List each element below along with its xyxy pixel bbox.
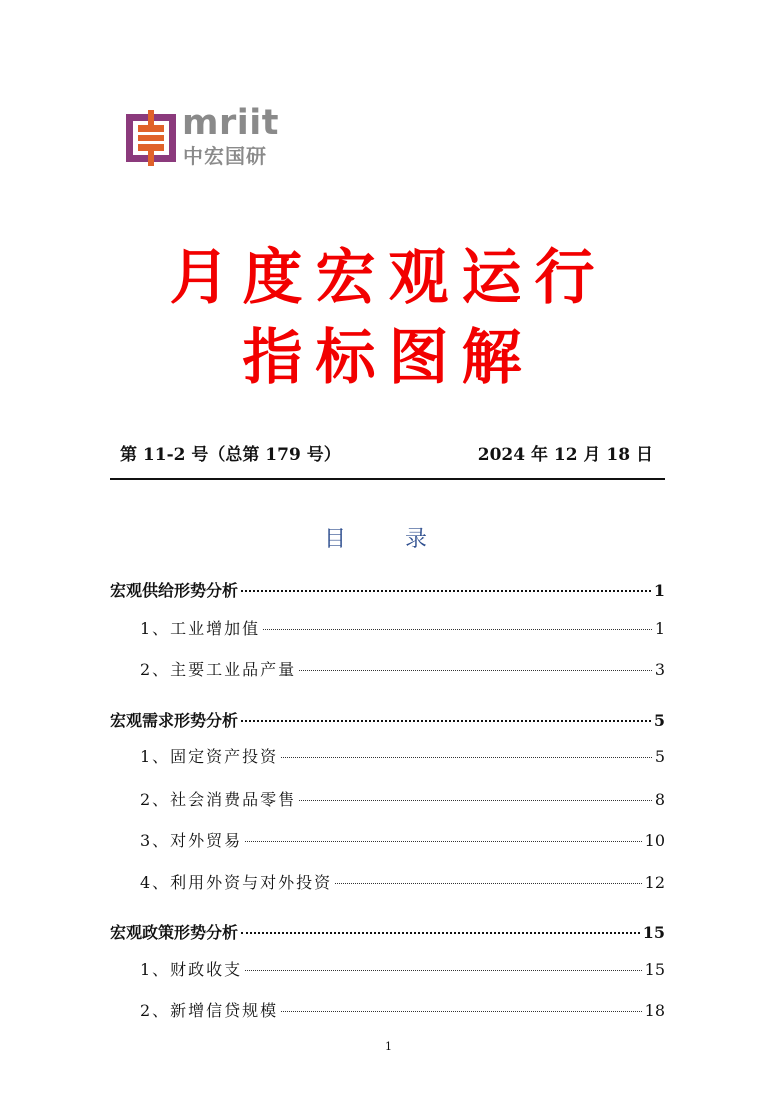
toc-item-row[interactable]	[110, 744, 665, 767]
report-title-line1: 月度宏观运行	[169, 243, 608, 313]
toc-leader-dots	[241, 720, 651, 722]
toc-entry-label: 宏观需求形势分析	[110, 711, 239, 730]
toc-leader-dots	[281, 757, 652, 758]
toc-entry-page: 12	[644, 873, 665, 892]
toc-leader-dots	[263, 629, 652, 630]
report-title-line2: 指标图解	[242, 323, 535, 393]
toc-leader-dots	[299, 800, 652, 801]
mriit-logo	[126, 103, 279, 170]
toc-item-row[interactable]	[110, 616, 665, 639]
logo-brand-cn: 中宏国研	[183, 144, 267, 168]
toc-entry-page: 18	[644, 1001, 665, 1020]
toc-item-row[interactable]	[110, 998, 665, 1021]
toc-section-row[interactable]	[110, 920, 665, 943]
toc-item-row[interactable]	[110, 657, 665, 680]
toc-entry-page: 3	[654, 660, 665, 679]
toc-entry-page: 5	[653, 711, 665, 730]
toc-entry-page: 1	[654, 619, 665, 638]
toc-leader-dots	[299, 670, 652, 671]
mriit-logo-mark-icon	[126, 110, 176, 166]
toc-leader-dots	[281, 1011, 641, 1012]
toc-section-row[interactable]	[110, 708, 665, 731]
toc-leader-dots	[241, 932, 640, 934]
toc-entry-label: 2、新增信贷规模	[140, 1001, 279, 1020]
toc-entry-label: 2、主要工业品产量	[140, 660, 297, 679]
toc-entry-page: 5	[654, 747, 665, 766]
toc-item-row[interactable]	[110, 787, 665, 810]
issue-number: 第 11-2 号（总第 179 号）	[120, 445, 341, 465]
toc-entry-label: 1、财政收支	[140, 960, 243, 979]
toc-entry-page: 1	[653, 581, 665, 600]
toc-heading: 目 录	[324, 527, 453, 552]
toc-leader-dots	[245, 841, 641, 842]
toc-entry-label: 宏观供给形势分析	[110, 581, 239, 600]
issue-date: 2024 年 12 月 18 日	[477, 445, 653, 465]
toc-entry-label: 1、工业增加值	[140, 619, 261, 638]
toc-leader-dots	[241, 590, 651, 592]
toc-entry-label: 宏观政策形势分析	[110, 923, 239, 942]
header-divider	[110, 478, 665, 480]
toc-entry-page: 10	[644, 831, 665, 850]
toc-item-row[interactable]	[110, 828, 665, 851]
toc-item-row[interactable]	[110, 957, 665, 980]
toc-entry-label: 2、社会消费品零售	[140, 790, 297, 809]
toc-item-row[interactable]	[110, 870, 665, 893]
toc-entry-label: 3、对外贸易	[140, 831, 243, 850]
toc-entry-label: 4、利用外资与对外投资	[140, 873, 333, 892]
toc-section-row[interactable]	[110, 578, 665, 601]
toc-leader-dots	[335, 883, 641, 884]
toc-entry-page: 15	[642, 923, 665, 942]
toc-entry-label: 1、固定资产投资	[140, 747, 279, 766]
logo-brand-en: mriit	[182, 103, 279, 143]
toc-entry-page: 15	[644, 960, 665, 979]
toc-leader-dots	[245, 970, 641, 971]
toc-entry-page: 8	[654, 790, 665, 809]
page-number: 1	[385, 1040, 392, 1053]
